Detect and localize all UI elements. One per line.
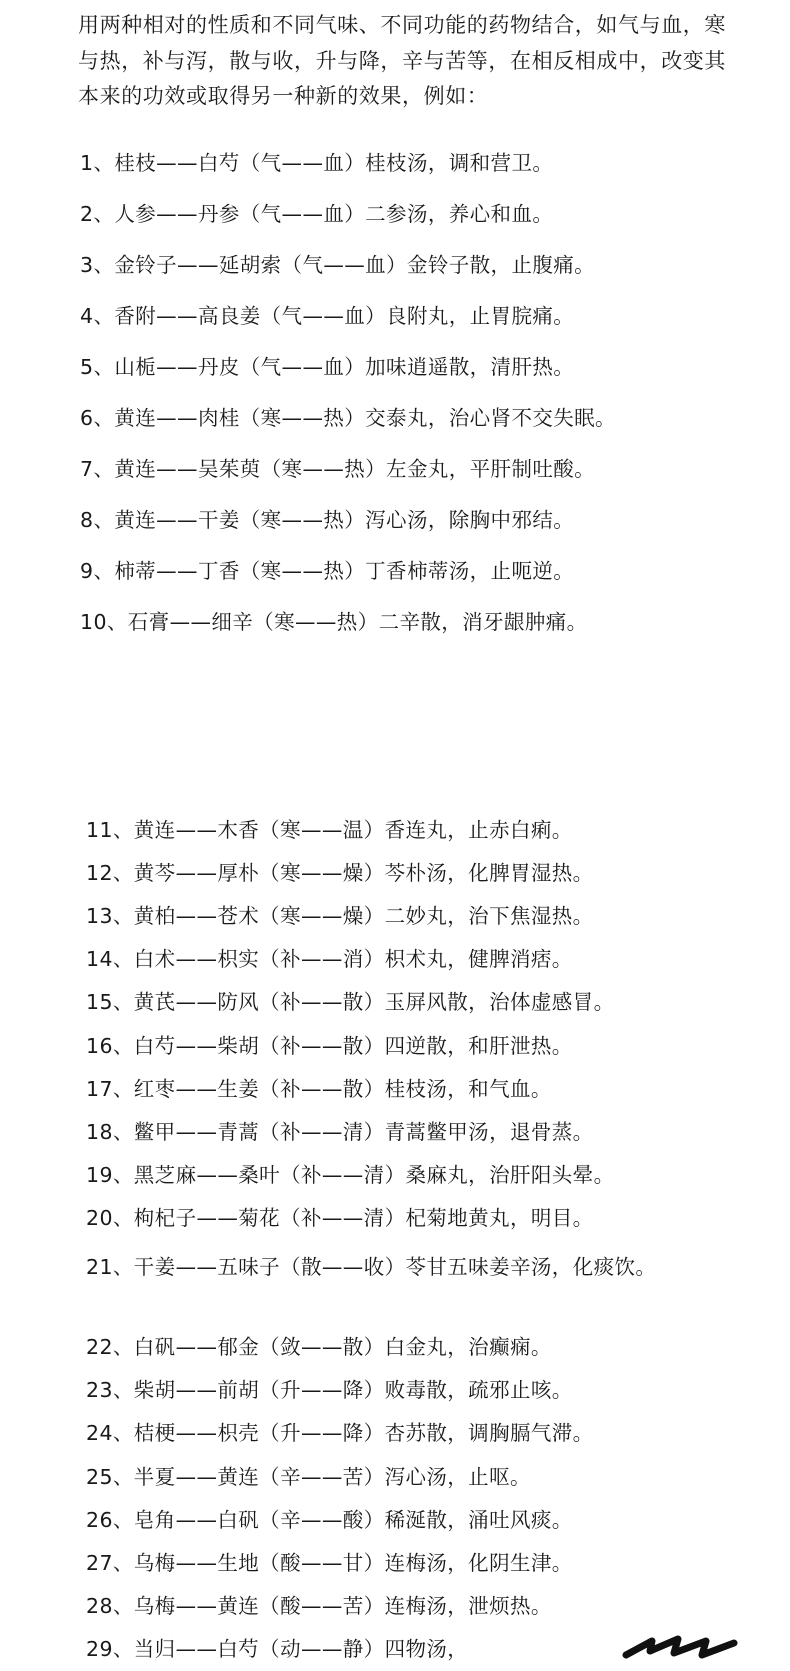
list-item: 11、黄连——木香（寒——温）香连丸，止赤白痢。 (86, 818, 573, 842)
list-item: 13、黄柏——苍术（寒——燥）二妙丸，治下焦湿热。 (86, 904, 594, 929)
list-item: 5、山栀——丹皮（气——血）加味逍遥散，清肝热。 (80, 355, 575, 379)
list-item: 9、柿蒂——丁香（寒——热）丁香柿蒂汤，止呃逆。 (80, 559, 575, 583)
list-item: 8、黄连——干姜（寒——热）泻心汤，除胸中邪结。 (80, 508, 575, 532)
list-item: 1、桂枝——白芍（气——血）桂枝汤，调和营卫。 (80, 151, 554, 175)
list-item: 6、黄连——肉桂（寒——热）交泰丸，治心肾不交失眠。 (80, 406, 616, 430)
list-item: 26、皂角——白矾（辛——酸）稀涎散，涌吐风痰。 (86, 1507, 573, 1532)
intro-paragraph: 用两种相对的性质和不同气味、不同功能的药物结合，如气与血，寒与热，补与泻，散与收，升与降，辛与苦等，在相反相成中，改变其本来的功效或取得另一种新的效果，例如： (78, 13, 726, 108)
list-item: 23、柴胡——前胡（升——降）败毒散，疏邪止咳。 (86, 1378, 573, 1403)
list-item: 4、香附——高良姜（气——血）良附丸，止胃脘痛。 (80, 304, 575, 328)
list-item: 10、石膏——细辛（寒——热）二辛散，消牙龈肿痛。 (80, 610, 588, 634)
list-item: 3、金铃子——延胡索（气——血）金铃子散，止腹痛。 (80, 253, 596, 277)
list-item: 17、红枣——生姜（补——散）桂枝汤，和气血。 (86, 1076, 552, 1101)
list-item: 27、乌梅——生地（酸——甘）连梅汤，化阴生津。 (86, 1550, 573, 1575)
list-item: 12、黄芩——厚朴（寒——燥）芩朴汤，化脾胃湿热。 (86, 861, 594, 886)
list-item: 14、白术——枳实（补——消）枳术丸，健脾消痞。 (86, 947, 573, 972)
list-item: 16、白芍——柴胡（补——散）四逆散，和肝泄热。 (86, 1033, 573, 1058)
list-item: 28、乌梅——黄连（酸——苦）连梅汤，泄烦热。 (86, 1593, 552, 1618)
watermark-logo (622, 1633, 782, 1663)
list-item: 20、枸杞子——菊花（补——清）杞菊地黄丸，明目。 (86, 1205, 594, 1230)
list-item: 24、桔梗——枳壳（升——降）杏苏散，调胸膈气滞。 (86, 1421, 594, 1446)
list-item: 19、黑芝麻——桑叶（补——清）桑麻丸，治肝阳头晕。 (86, 1162, 615, 1187)
list-item: 7、黄连——吴茱萸（寒——热）左金丸，平肝制吐酸。 (80, 457, 596, 481)
list-item: 18、鳖甲——青蒿（补——清）青蒿鳖甲汤，退骨蒸。 (86, 1119, 594, 1144)
list-item: 25、半夏——黄连（辛——苦）泻心汤，止呕。 (86, 1464, 531, 1489)
list-item: 15、黄芪——防风（补——散）玉屏风散，治体虚感冒。 (86, 990, 615, 1015)
list-item: 2、人参——丹参（气——血）二参汤，养心和血。 (80, 202, 554, 226)
list-item: 21、干姜——五味子（散——收）苓甘五味姜辛汤，化痰饮。 (86, 1255, 657, 1280)
list-item: 22、白矾——郁金（敛——散）白金丸，治癫痫。 (86, 1335, 552, 1360)
list-item: 29、当归——白芍（动——静）四物汤， (86, 1637, 469, 1661)
